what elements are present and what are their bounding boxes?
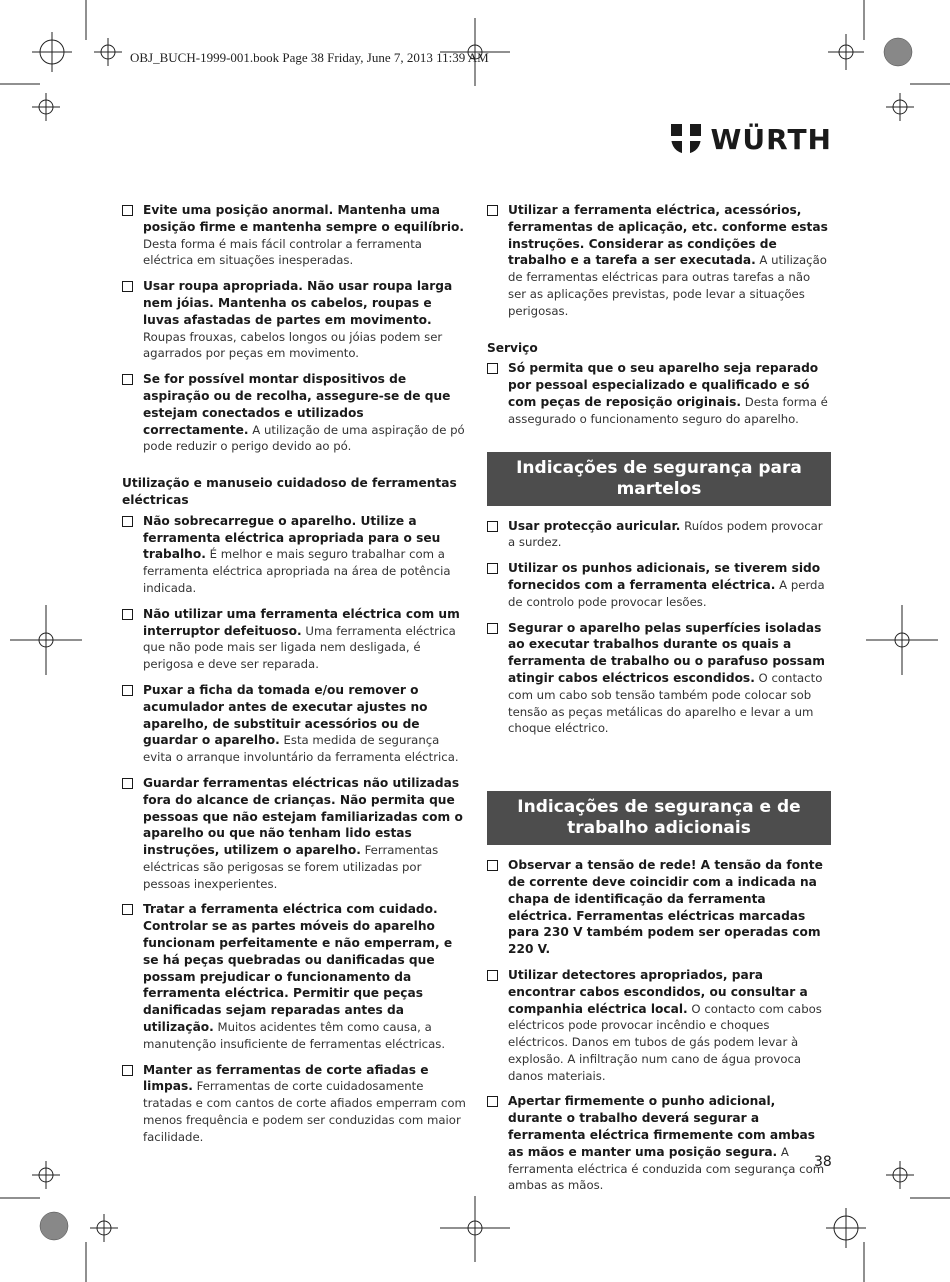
item-normal-text: O contacto com um cabo sob tensão também pode colocar sob tensão as peças metálicas do aparelho e levar a um choque eléctrico. [508, 670, 823, 736]
item-normal-text: Desta forma é mais fácil controlar a ferramenta eléctrica em situações inesperadas. [143, 236, 422, 268]
list-item [122, 1062, 466, 1146]
service-subhead: Serviço [487, 340, 538, 355]
item-bold-text: Utilizar a ferramenta eléctrica, acessórios, ferramentas de aplicação, etc. conforme estas instruções. Considerar as condições de trabalho e a tarefa a ser executada. [508, 203, 828, 268]
banner-hammers: Indicações de segurança para martelos [487, 452, 831, 506]
checkbox-bullet-icon [487, 1096, 498, 1107]
item-bold-text: Manter as ferramentas de corte afiadas e limpas. [143, 1062, 429, 1094]
item-bold-text: Usar protecção auricular. [508, 518, 681, 533]
item-bold-text: Observar a tensão de rede! A tensão da fonte de corrente deve coincidir com a indicada na chapa de identificação da ferramenta eléctrica. Ferramentas eléctricas marcadas para 230 V também podem ser operadas com 220 V. [508, 858, 823, 957]
item-normal-text: Esta medida de segurança evita o arranque involuntário da ferramenta eléctrica. [143, 733, 459, 765]
left-items-a [122, 202, 466, 455]
right-items-c [487, 518, 831, 738]
checkbox-bullet-icon [487, 970, 498, 981]
item-normal-text: Desta forma é assegurado o funcionamento seguro do aparelho. [508, 394, 828, 426]
list-item [122, 371, 466, 455]
item-normal-text: Ferramentas eléctricas são perigosas se forem utilizadas por pessoas inexperientes. [143, 843, 439, 891]
wurth-logo [669, 122, 832, 156]
item-bold-text: Guardar ferramentas eléctricas não utilizadas fora do alcance de crianças. Não permita que pessoas que não estejam familiarizadas com o aparelho ou que não tenham lido estas instruções, utilizem o aparelho. [143, 775, 463, 858]
item-bold-text: Só permita que o seu aparelho seja reparado por pessoal especializado e qualificado e só com peças de reposição originais. [508, 361, 819, 409]
logo-text: WÜRTH [710, 122, 832, 156]
item-bold-text: Tratar a ferramenta eléctrica com cuidado. Controlar se as partes móveis do aparelho funcionam perfeitamente e não emperram, e se há peças quebradas ou danificadas que possam prejudicar o funcionamento da ferramenta eléctrica. Permitir que peças danificadas sejam reparadas antes da utilização. [143, 902, 453, 1035]
item-normal-text: Roupas frouxas, cabelos longos ou jóias podem ser agarrados por peças em movimento. [143, 329, 443, 361]
left-items-b [122, 513, 466, 1146]
item-normal-text: A ferramenta eléctrica é conduzida com segurança com ambas as mãos. [508, 1144, 825, 1193]
item-bold-text: Utilizar detectores apropriados, para encontrar cabos escondidos, ou consultar a companhia eléctrica local. [508, 967, 808, 1016]
checkbox-bullet-icon [122, 904, 133, 915]
list-item [122, 682, 466, 766]
list-item [122, 775, 466, 893]
item-normal-text: Muitos acidentes têm como causa, a manutenção insuficiente de ferramentas eléctricas. [143, 1020, 446, 1051]
list-item [487, 518, 831, 552]
page-number: 38 [814, 1154, 832, 1170]
item-normal-text: A utilização de ferramentas eléctricas para outras tarefas a não ser as aplicações previstas, pode levar a situações perigosas. [508, 253, 827, 318]
checkbox-bullet-icon [487, 623, 498, 634]
print-header: OBJ_BUCH-1999-001.book Page 38 Friday, June 7, 2013 11:39 AM [130, 50, 489, 65]
item-bold-text: Apertar firmemente o punho adicional, durante o trabalho deverá segurar a ferramenta eléctrica firmemente com ambas as mãos e manter uma posição segura. [508, 1094, 816, 1159]
item-bold-text: Segurar o aparelho pelas superfícies isoladas ao executar trabalhos durante os quais a ferramenta de trabalho ou o parafuso possam atingir cabos eléctricos escondidos. [508, 620, 825, 685]
item-normal-text: Uma ferramenta eléctrica que não pode mais ser ligada nem desligada, é perigosa e deve ser reparada. [143, 623, 456, 672]
checkbox-bullet-icon [122, 1065, 133, 1076]
item-normal-text: A utilização de uma aspiração de pó pode reduzir o perigo devido ao pó. [143, 422, 465, 454]
right-items-b [487, 360, 831, 427]
right-items-a [487, 202, 831, 320]
checkbox-bullet-icon [122, 281, 133, 292]
item-normal-text: Ruídos podem provocar a surdez. [508, 518, 823, 550]
item-bold-text: Não utilizar uma ferramenta eléctrica com um interruptor defeituoso. [143, 606, 460, 638]
list-item [122, 202, 466, 269]
item-bold-text: Puxar a ficha da tomada e/ou remover o acumulador antes de executar ajustes no aparelho, de substituir acessórios ou de guardar o aparelho. [143, 682, 428, 748]
item-normal-text: É melhor e mais seguro trabalhar com a ferramenta eléctrica apropriada na área de potência indicada. [143, 547, 451, 595]
left-column [122, 202, 466, 1155]
left-subhead: Utilização e manuseio cuidadoso de ferramentas eléctricas [122, 476, 457, 507]
item-normal-text: A perda de controlo pode provocar lesões. [508, 577, 825, 609]
checkbox-bullet-icon [487, 363, 498, 374]
item-bold-text: Usar roupa apropriada. Não usar roupa larga nem jóias. Mantenha os cabelos, roupas e luvas afastadas de partes em movimento. [143, 279, 453, 327]
right-column [487, 202, 831, 1203]
wurth-logo-icon [669, 122, 703, 156]
item-bold-text: Se for possível montar dispositivos de aspiração ou de recolha, assegure-se de que estejam conectados e utilizados correctamente. [143, 372, 451, 437]
list-item [487, 857, 831, 958]
list-item [122, 901, 466, 1052]
list-item [487, 202, 831, 320]
checkbox-bullet-icon [122, 205, 133, 216]
list-item [487, 360, 831, 427]
checkbox-bullet-icon [487, 860, 498, 871]
checkbox-bullet-icon [487, 521, 498, 532]
checkbox-bullet-icon [122, 516, 133, 527]
checkbox-bullet-icon [122, 685, 133, 696]
list-item [122, 278, 466, 362]
list-item [487, 967, 831, 1085]
checkbox-bullet-icon [487, 563, 498, 574]
list-item [487, 560, 831, 610]
banner-additional: Indicações de segurança e de trabalho adicionais [487, 791, 831, 845]
item-bold-text: Não sobrecarregue o aparelho. Utilize a ferramenta eléctrica apropriada para o seu trabalho. [143, 513, 441, 562]
right-items-d [487, 857, 831, 1194]
checkbox-bullet-icon [122, 609, 133, 620]
item-bold-text: Utilizar os punhos adicionais, se tiverem sido fornecidos com a ferramenta eléctrica. [508, 561, 821, 592]
item-bold-text: Evite uma posição anormal. Mantenha uma posição firme e mantenha sempre o equilíbrio. [143, 203, 465, 234]
item-normal-text: O contacto com cabos eléctricos pode provocar incêndio e choques eléctricos. Danos em tubos de gás podem levar à explosão. A infiltração num cano de água provoca danos materiais. [508, 1001, 822, 1083]
list-item [487, 620, 831, 738]
checkbox-bullet-icon [122, 778, 133, 789]
list-item [487, 1093, 831, 1194]
list-item [122, 513, 466, 597]
list-item [122, 606, 466, 673]
item-normal-text: Ferramentas de corte cuidadosamente tratadas e com cantos de corte afiados emperram com menos frequência e podem ser conduzidas com maior facilidade. [143, 1079, 466, 1144]
checkbox-bullet-icon [122, 374, 133, 385]
checkbox-bullet-icon [487, 205, 498, 216]
